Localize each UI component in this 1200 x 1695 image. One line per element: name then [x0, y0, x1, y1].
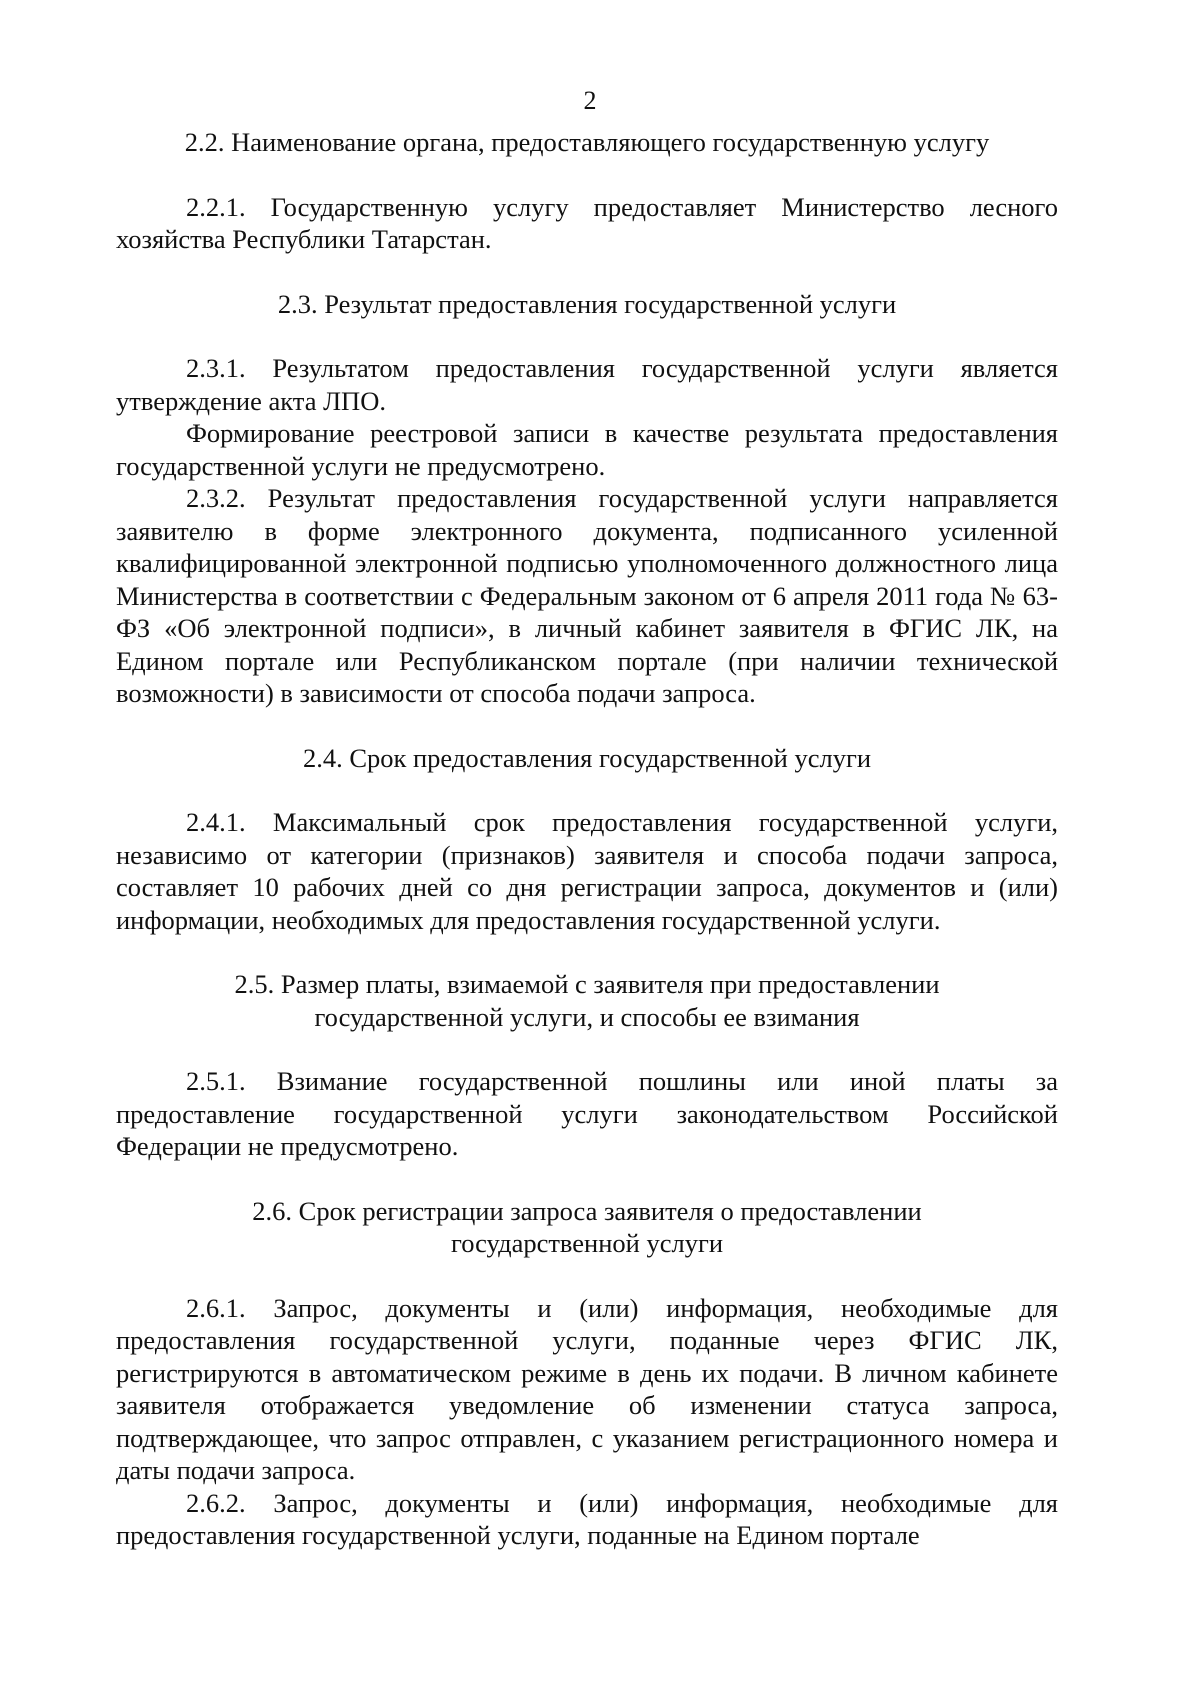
heading-line: 2.2. Наименование органа, предоставляющего государственную услугу [184, 127, 990, 157]
paragraph-2-4-1: 2.4.1. Максимальный срок предоставления государственной услуги, независимо от категории (признаков) заявителя и способа подачи запроса, составляет 10 рабочих дней со дня регистрации запроса, документов и (или) информации, необходимых для предоставления государственной услуги. [116, 807, 1058, 935]
paragraph-2-5-1: 2.5.1. Взимание государственной пошлины или иной платы за предоставление государственной услуги законодательством Российской Федерации не предусмотрено. [116, 1066, 1058, 1161]
section-heading-2-2 [116, 126, 1058, 159]
heading-line: 2.4. Срок предоставления государственной услуги [302, 742, 872, 773]
paragraph-2-3-2: 2.3.2. Результат предоставления государственной услуги направляется заявителю в форме электронного документа, подписанного усиленной квалифицированной электронной подписью уполномоченного должностного лица Министерства в соответствии с Федеральным законом от 6 апреля 2011 года № 63-ФЗ «Об электронной подписи», в личный кабинет заявителя в ФГИС ЛК, на Едином портале или Республиканском портале (при наличии технической возможности) в зависимости от способа подачи запроса. [116, 483, 1058, 708]
page-number: 2 [583, 86, 597, 115]
heading-line: государственной услуги, и способы ее взимания [314, 1001, 860, 1032]
heading-line: 2.3. Результат предоставления государственной услуги [277, 288, 897, 319]
section-heading-2-6 [116, 1195, 1058, 1260]
heading-line: 2.5. Размер платы, взимаемой с заявителя при предоставлении [234, 969, 940, 999]
paragraph-2-3-1-note: Формирование реестровой записи в качестве результата предоставления государственной услуги не предусмотрено. [116, 418, 1058, 481]
paragraph-2-3-1: 2.3.1. Результатом предоставления государственной услуги является утверждение акта ЛПО. [116, 353, 1058, 416]
document-body [116, 126, 1058, 1552]
paragraph-2-6-2: 2.6.2. Запрос, документы и (или) информация, необходимые для предоставления государственной услуги, поданные на Едином портале [116, 1487, 1058, 1550]
paragraph-2-6-1: 2.6.1. Запрос, документы и (или) информация, необходимые для предоставления государственной услуги, поданные через ФГИС ЛК, регистрируются в автоматическом режиме в день их подачи. В личном кабинете заявителя отображается уведомление об изменении статуса запроса, подтверждающее, что запрос отправлен, с указанием регистрационного номера и даты подачи запроса. [116, 1292, 1058, 1485]
heading-line: государственной услуги [450, 1228, 724, 1258]
section-heading-2-5 [116, 968, 1058, 1033]
section-heading-2-3 [116, 288, 1058, 321]
paragraph-2-2-1: 2.2.1. Государственную услугу предоставляет Министерство лесного хозяйства Республики Татарстан. [116, 191, 1058, 254]
heading-line: 2.6. Срок регистрации запроса заявителя о предоставлении [252, 1195, 922, 1226]
section-heading-2-4 [116, 742, 1058, 775]
